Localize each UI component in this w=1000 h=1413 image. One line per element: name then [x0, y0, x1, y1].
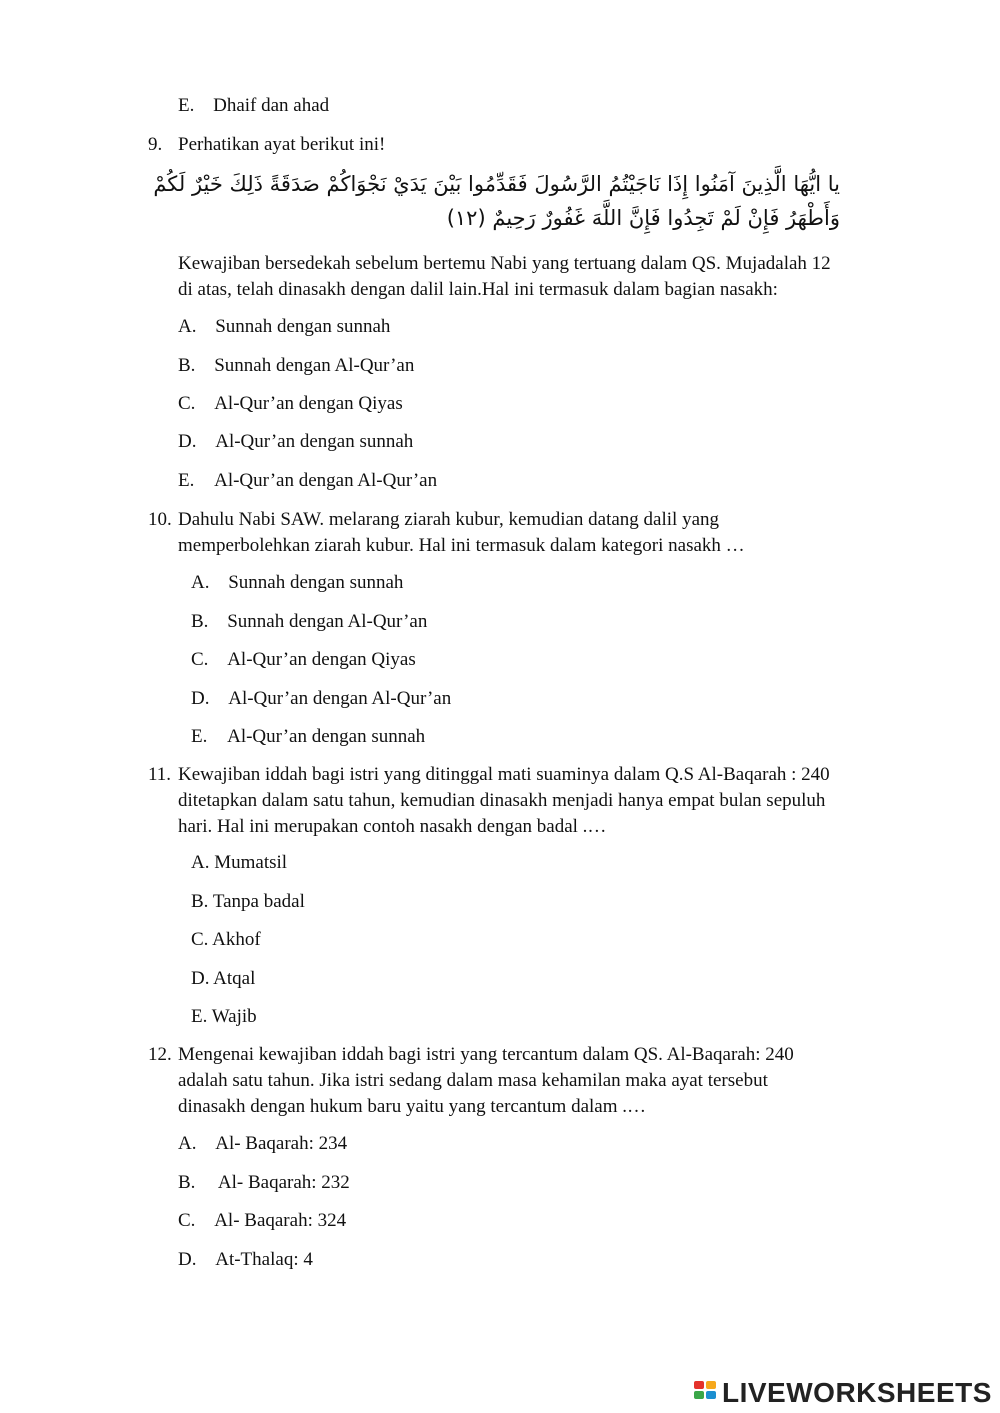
option-a[interactable] [178, 1133, 347, 1155]
option-d[interactable]: D. Atqal [191, 968, 256, 989]
option-e-previous [178, 95, 329, 117]
option-b[interactable] [191, 611, 427, 633]
option-text: Al-Qur’an dengan sunnah [227, 726, 426, 747]
option-text: Al- Baqarah: 234 [215, 1133, 348, 1154]
question-stem-line: adalah satu tahun. Jika istri sedang dalam masa kehamilan maka ayat tersebut [178, 1070, 768, 1091]
option-c[interactable] [191, 649, 416, 671]
option-letter: C. [191, 649, 209, 670]
option-letter: B. [191, 611, 209, 632]
question-stem-line: memperbolehkan ziarah kubur. Hal ini termasuk dalam kategori nasakh … [178, 535, 745, 556]
question-number: 12. [148, 1044, 172, 1065]
option-b[interactable] [178, 1172, 350, 1194]
option-letter: B. [178, 355, 196, 376]
option-text: Sunnah dengan sunnah [228, 572, 404, 593]
option-c[interactable]: C. Akhof [191, 929, 261, 950]
option-letter: E. [178, 470, 195, 491]
question-stem-line: Kewajiban bersedekah sebelum bertemu Nabi yang tertuang dalam QS. Mujadalah 12 [178, 253, 831, 274]
option-text: Al-Qur’an dengan Al-Qur’an [228, 688, 452, 709]
option-d[interactable] [191, 688, 451, 710]
option-text: Sunnah dengan sunnah [215, 316, 391, 337]
option-letter: C. [178, 1210, 196, 1231]
liveworksheets-logo [694, 1376, 992, 1410]
question-number: 11. [148, 764, 172, 785]
question-stem-line: hari. Hal ini merupakan contoh nasakh dengan badal .… [178, 816, 607, 837]
question-intro: Perhatikan ayat berikut ini! [178, 134, 386, 155]
option-text: Al-Qur’an dengan Qiyas [214, 393, 403, 414]
option-c[interactable] [178, 1210, 346, 1232]
option-b[interactable]: B. Tanpa badal [191, 891, 305, 912]
option-text: Al-Qur’an dengan Qiyas [227, 649, 416, 670]
liveworksheets-logo-icon [694, 1379, 718, 1407]
option-text: At-Thalaq: 4 [215, 1249, 313, 1270]
option-text: Dhaif dan ahad [213, 95, 330, 116]
question-stem-line: Kewajiban iddah bagi istri yang ditinggal mati suaminya dalam Q.S Al-Baqarah : 240 [178, 764, 830, 785]
question-number: 10. [148, 509, 172, 530]
option-text: Sunnah dengan Al-Qur’an [227, 611, 428, 632]
option-text: Sunnah dengan Al-Qur’an [214, 355, 415, 376]
option-text: Al- Baqarah: 232 [214, 1172, 350, 1193]
option-letter: C. [178, 393, 196, 414]
option-a[interactable]: A. Mumatsil [191, 852, 288, 873]
question-stem-line: Mengenai kewajiban iddah bagi istri yang tercantum dalam QS. Al-Baqarah: 240 [178, 1044, 794, 1065]
option-letter: E. [178, 95, 195, 116]
arabic-verse-line-1: يا ايُّهَا الَّذِينَ آمَنُوا إِذَا نَاجَيْتُمُ الرَّسُولَ فَقَدِّمُوا بَيْنَ يَدَيْ نَجْوَاكُمْ صَدَقَةً ذَلِكَ خَيْرٌ لَكُمْ [153, 172, 840, 196]
option-letter: D. [178, 431, 197, 452]
option-a[interactable] [178, 316, 390, 338]
option-text: Al-Qur’an dengan sunnah [215, 431, 414, 452]
option-letter: D. [191, 688, 210, 709]
question-stem-line: dinasakh dengan hukum baru yaitu yang tercantum dalam .… [178, 1096, 647, 1117]
question-number: 9. [148, 134, 163, 155]
option-text: Al-Qur’an dengan Al-Qur’an [214, 470, 438, 491]
option-d[interactable] [178, 1249, 313, 1271]
option-letter: A. [178, 1133, 197, 1154]
question-stem-line: ditetapkan dalam satu tahun, kemudian dinasakh menjadi hanya empat bulan sepuluh [178, 790, 826, 811]
option-a[interactable] [191, 572, 403, 594]
option-text: Al- Baqarah: 324 [214, 1210, 347, 1231]
option-letter: A. [178, 316, 197, 337]
option-d[interactable] [178, 431, 413, 453]
question-stem-line: Dahulu Nabi SAW. melarang ziarah kubur, kemudian datang dalil yang [178, 509, 719, 530]
option-letter: A. [191, 572, 210, 593]
option-e[interactable]: E. Wajib [191, 1006, 257, 1027]
arabic-verse-line-2: وَأَطْهَرُ فَإِنْ لَمْ تَجِدُوا فَإِنَّ اللَّهَ غَفُورٌ رَحِيمٌ (١٢) [446, 206, 840, 230]
option-c[interactable] [178, 393, 403, 415]
option-letter: E. [191, 726, 208, 747]
question-stem-line: di atas, telah dinasakh dengan dalil lain.Hal ini termasuk dalam bagian nasakh: [178, 279, 778, 300]
option-letter: D. [178, 1249, 197, 1270]
option-letter: B. [178, 1172, 196, 1193]
option-b[interactable] [178, 355, 414, 377]
option-e[interactable] [178, 470, 437, 492]
option-e[interactable] [191, 726, 425, 748]
liveworksheets-wordmark: LIVEWORKSHEETS [722, 1377, 992, 1408]
